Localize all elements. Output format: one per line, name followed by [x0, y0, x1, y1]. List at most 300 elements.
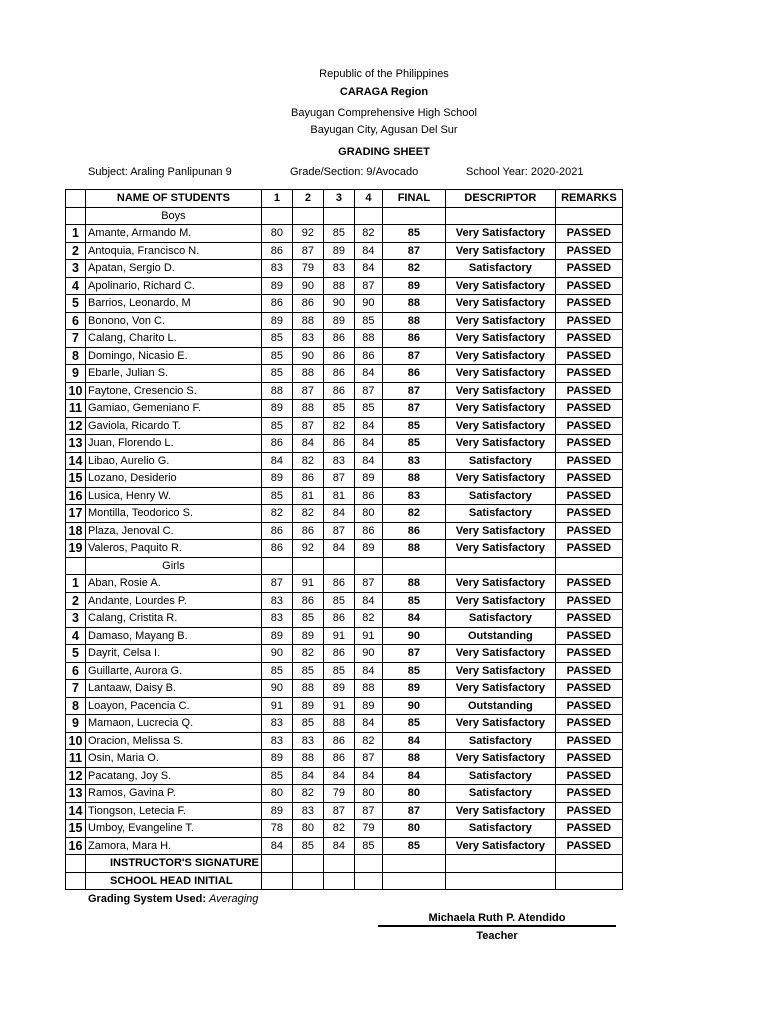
descriptor: Satisfactory — [445, 452, 555, 470]
empty-cell — [292, 855, 323, 873]
descriptor: Very Satisfactory — [445, 277, 555, 295]
grade-q4: 84 — [354, 417, 382, 435]
grade-q1: 85 — [261, 347, 292, 365]
remarks: PASSED — [555, 837, 622, 855]
table-row — [66, 470, 623, 488]
descriptor: Very Satisfactory — [445, 435, 555, 453]
grade-q1: 85 — [261, 417, 292, 435]
group-label: Boys — [86, 207, 262, 225]
final-grade: 85 — [382, 435, 445, 453]
empty-cell — [323, 872, 354, 890]
grade-q3: 82 — [323, 417, 354, 435]
grade-q3: 86 — [323, 347, 354, 365]
empty-cell — [292, 207, 323, 225]
student-name: Valeros, Paquito R. — [86, 540, 262, 558]
descriptor: Very Satisfactory — [445, 715, 555, 733]
subject-label: Subject: Araling Panlipunan 9 — [88, 166, 232, 178]
grade-q2: 92 — [292, 225, 323, 243]
student-number: 6 — [66, 662, 86, 680]
remarks: PASSED — [555, 767, 622, 785]
group-label: Girls — [86, 557, 262, 575]
remarks: PASSED — [555, 435, 622, 453]
final-grade: 85 — [382, 715, 445, 733]
table-row — [66, 295, 623, 313]
student-number: 19 — [66, 540, 86, 558]
final-grade: 84 — [382, 732, 445, 750]
empty-cell — [261, 855, 292, 873]
grade-q2: 86 — [292, 470, 323, 488]
final-grade: 89 — [382, 277, 445, 295]
grade-q1: 87 — [261, 575, 292, 593]
student-name: Calang, Cristita R. — [86, 610, 262, 628]
grade-q3: 88 — [323, 277, 354, 295]
final-grade: 88 — [382, 575, 445, 593]
grade-q4: 84 — [354, 365, 382, 383]
grade-q3: 85 — [323, 592, 354, 610]
descriptor: Very Satisfactory — [445, 662, 555, 680]
empty-cell — [261, 557, 292, 575]
descriptor: Very Satisfactory — [445, 645, 555, 663]
grade-q2: 84 — [292, 767, 323, 785]
descriptor: Very Satisfactory — [445, 575, 555, 593]
remarks: PASSED — [555, 347, 622, 365]
grade-q1: 80 — [261, 225, 292, 243]
empty-cell — [445, 207, 555, 225]
grade-q4: 85 — [354, 312, 382, 330]
grade-q3: 89 — [323, 242, 354, 260]
remarks: PASSED — [555, 645, 622, 663]
final-grade: 84 — [382, 767, 445, 785]
grade-q2: 86 — [292, 522, 323, 540]
footer-label: INSTRUCTOR'S SIGNATURE — [86, 855, 262, 873]
grade-q3: 83 — [323, 452, 354, 470]
student-name: Apolinario, Richard C. — [86, 277, 262, 295]
student-name: Amante, Armando M. — [86, 225, 262, 243]
final-grade: 86 — [382, 330, 445, 348]
remarks: PASSED — [555, 627, 622, 645]
grade-q3: 87 — [323, 522, 354, 540]
empty-cell — [292, 557, 323, 575]
table-row — [66, 837, 623, 855]
table-row — [66, 610, 623, 628]
table-row — [66, 435, 623, 453]
descriptor: Satisfactory — [445, 505, 555, 523]
descriptor: Satisfactory — [445, 260, 555, 278]
header-q4: 4 — [354, 190, 382, 208]
grade-q3: 81 — [323, 487, 354, 505]
table-row — [66, 312, 623, 330]
header-final: FINAL — [382, 190, 445, 208]
student-name: Montilla, Teodorico S. — [86, 505, 262, 523]
grade-q2: 83 — [292, 732, 323, 750]
grade-q4: 89 — [354, 697, 382, 715]
grade-q1: 86 — [261, 295, 292, 313]
student-number: 8 — [66, 697, 86, 715]
student-name: Mamaon, Lucrecia Q. — [86, 715, 262, 733]
remarks: PASSED — [555, 592, 622, 610]
empty-cell — [354, 855, 382, 873]
empty-cell — [382, 207, 445, 225]
student-number: 13 — [66, 785, 86, 803]
student-name: Bonono, Von C. — [86, 312, 262, 330]
descriptor: Very Satisfactory — [445, 837, 555, 855]
student-name: Domingo, Nicasio E. — [86, 347, 262, 365]
empty-cell — [555, 207, 622, 225]
student-name: Oracion, Melissa S. — [86, 732, 262, 750]
empty-cell — [323, 855, 354, 873]
descriptor: Very Satisfactory — [445, 680, 555, 698]
table-row — [66, 627, 623, 645]
remarks: PASSED — [555, 277, 622, 295]
grade-q3: 87 — [323, 802, 354, 820]
student-number: 3 — [66, 260, 86, 278]
group-number-cell — [66, 557, 86, 575]
table-row — [66, 767, 623, 785]
final-grade: 85 — [382, 225, 445, 243]
grade-q2: 82 — [292, 505, 323, 523]
grade-q4: 80 — [354, 505, 382, 523]
table-row — [66, 382, 623, 400]
final-grade: 85 — [382, 662, 445, 680]
descriptor: Very Satisfactory — [445, 295, 555, 313]
student-name: Faytone, Cresencio S. — [86, 382, 262, 400]
student-number: 10 — [66, 732, 86, 750]
student-name: Dayrit, Celsa I. — [86, 645, 262, 663]
grade-q1: 85 — [261, 330, 292, 348]
student-name: Lozano, Desiderio — [86, 470, 262, 488]
grade-q4: 87 — [354, 750, 382, 768]
grade-q1: 91 — [261, 697, 292, 715]
grade-q4: 84 — [354, 767, 382, 785]
final-grade: 90 — [382, 627, 445, 645]
grade-q2: 79 — [292, 260, 323, 278]
grade-q2: 86 — [292, 295, 323, 313]
grading-system — [88, 893, 258, 905]
grade-q2: 88 — [292, 680, 323, 698]
grade-q3: 86 — [323, 382, 354, 400]
table-row — [66, 400, 623, 418]
student-number: 13 — [66, 435, 86, 453]
table-row — [66, 487, 623, 505]
student-name: Umboy, Evangeline T. — [86, 820, 262, 838]
grade-q3: 86 — [323, 435, 354, 453]
descriptor: Satisfactory — [445, 820, 555, 838]
grade-q1: 85 — [261, 365, 292, 383]
grade-q4: 85 — [354, 400, 382, 418]
grade-q1: 83 — [261, 732, 292, 750]
student-name: Guillarte, Aurora G. — [86, 662, 262, 680]
grade-q2: 82 — [292, 452, 323, 470]
descriptor: Outstanding — [445, 697, 555, 715]
final-grade: 87 — [382, 382, 445, 400]
grade-q4: 88 — [354, 330, 382, 348]
table-row — [66, 347, 623, 365]
student-number: 11 — [66, 750, 86, 768]
student-name: Barrios, Leonardo, M — [86, 295, 262, 313]
grade-q1: 83 — [261, 715, 292, 733]
grade-q2: 84 — [292, 435, 323, 453]
footer-number-cell — [66, 872, 86, 890]
student-name: Aban, Rosie A. — [86, 575, 262, 593]
remarks: PASSED — [555, 400, 622, 418]
header-q3: 3 — [323, 190, 354, 208]
descriptor: Very Satisfactory — [445, 522, 555, 540]
grade-q1: 86 — [261, 435, 292, 453]
student-number: 9 — [66, 365, 86, 383]
empty-cell — [323, 207, 354, 225]
student-number: 4 — [66, 277, 86, 295]
grade-q1: 86 — [261, 522, 292, 540]
student-name: Osin, Maria O. — [86, 750, 262, 768]
grade-q4: 84 — [354, 715, 382, 733]
grade-q3: 84 — [323, 767, 354, 785]
student-name: Gaviola, Ricardo T. — [86, 417, 262, 435]
grade-q2: 82 — [292, 645, 323, 663]
student-name: Lantaaw, Daisy B. — [86, 680, 262, 698]
final-grade: 86 — [382, 365, 445, 383]
descriptor: Satisfactory — [445, 487, 555, 505]
student-number: 4 — [66, 627, 86, 645]
grade-q3: 86 — [323, 750, 354, 768]
descriptor: Very Satisfactory — [445, 225, 555, 243]
student-name: Lusica, Henry W. — [86, 487, 262, 505]
grade-q1: 90 — [261, 680, 292, 698]
remarks: PASSED — [555, 680, 622, 698]
signature-row — [66, 872, 623, 890]
final-grade: 87 — [382, 645, 445, 663]
grade-q3: 86 — [323, 575, 354, 593]
student-number: 2 — [66, 592, 86, 610]
grading-table — [65, 189, 623, 890]
grade-q2: 86 — [292, 592, 323, 610]
student-number: 16 — [66, 487, 86, 505]
grade-q4: 89 — [354, 540, 382, 558]
remarks: PASSED — [555, 802, 622, 820]
grade-q4: 85 — [354, 837, 382, 855]
student-name: Calang, Charito L. — [86, 330, 262, 348]
student-name: Antoquia, Francisco N. — [86, 242, 262, 260]
grade-q2: 91 — [292, 575, 323, 593]
table-row — [66, 452, 623, 470]
student-number: 14 — [66, 802, 86, 820]
grade-q4: 80 — [354, 785, 382, 803]
final-grade: 83 — [382, 487, 445, 505]
empty-cell — [555, 557, 622, 575]
empty-cell — [323, 557, 354, 575]
student-name: Plaza, Jenoval C. — [86, 522, 262, 540]
grade-q4: 86 — [354, 522, 382, 540]
grade-q1: 83 — [261, 592, 292, 610]
grade-q2: 85 — [292, 662, 323, 680]
descriptor: Very Satisfactory — [445, 347, 555, 365]
final-grade: 82 — [382, 505, 445, 523]
final-grade: 84 — [382, 610, 445, 628]
grade-q4: 82 — [354, 610, 382, 628]
grade-q3: 91 — [323, 697, 354, 715]
grade-q2: 85 — [292, 837, 323, 855]
student-number: 16 — [66, 837, 86, 855]
descriptor: Very Satisfactory — [445, 540, 555, 558]
table-row — [66, 802, 623, 820]
grade-q3: 86 — [323, 610, 354, 628]
remarks: PASSED — [555, 522, 622, 540]
table-row — [66, 522, 623, 540]
table-row — [66, 225, 623, 243]
descriptor: Very Satisfactory — [445, 802, 555, 820]
descriptor: Very Satisfactory — [445, 382, 555, 400]
table-header-row — [66, 190, 623, 208]
grade-q2: 89 — [292, 627, 323, 645]
grade-q3: 86 — [323, 330, 354, 348]
remarks: PASSED — [555, 260, 622, 278]
student-number: 12 — [66, 767, 86, 785]
grading-system-value: Averaging — [209, 893, 259, 905]
remarks: PASSED — [555, 575, 622, 593]
region-heading: CARAGA Region — [339, 86, 429, 98]
grade-q4: 86 — [354, 487, 382, 505]
grade-q4: 90 — [354, 295, 382, 313]
descriptor: Satisfactory — [445, 610, 555, 628]
signature-row — [66, 855, 623, 873]
table-row — [66, 732, 623, 750]
grade-q1: 84 — [261, 837, 292, 855]
grade-q3: 87 — [323, 470, 354, 488]
remarks: PASSED — [555, 312, 622, 330]
final-grade: 80 — [382, 785, 445, 803]
student-number: 10 — [66, 382, 86, 400]
grade-q4: 84 — [354, 592, 382, 610]
student-number: 3 — [66, 610, 86, 628]
descriptor: Outstanding — [445, 627, 555, 645]
grade-q2: 87 — [292, 417, 323, 435]
grade-q1: 89 — [261, 277, 292, 295]
teacher-name: Michaela Ruth P. Atendido — [428, 912, 566, 924]
student-name: Apatan, Sergio D. — [86, 260, 262, 278]
remarks: PASSED — [555, 452, 622, 470]
grade-q1: 80 — [261, 785, 292, 803]
student-name: Tiongson, Letecia F. — [86, 802, 262, 820]
remarks: PASSED — [555, 785, 622, 803]
student-number: 18 — [66, 522, 86, 540]
grade-q1: 85 — [261, 767, 292, 785]
table-row — [66, 697, 623, 715]
student-number: 9 — [66, 715, 86, 733]
grade-q1: 85 — [261, 662, 292, 680]
grade-q1: 89 — [261, 312, 292, 330]
grade-q2: 90 — [292, 347, 323, 365]
table-row — [66, 277, 623, 295]
table-row — [66, 260, 623, 278]
descriptor: Very Satisfactory — [445, 592, 555, 610]
school-year-label: School Year: 2020-2021 — [466, 166, 584, 178]
student-name: Ramos, Gavina P. — [86, 785, 262, 803]
group-row — [66, 207, 623, 225]
header-q2: 2 — [292, 190, 323, 208]
table-row — [66, 785, 623, 803]
descriptor: Very Satisfactory — [445, 417, 555, 435]
grade-q4: 84 — [354, 452, 382, 470]
final-grade: 85 — [382, 837, 445, 855]
empty-cell — [445, 872, 555, 890]
table-row — [66, 750, 623, 768]
grade-q3: 86 — [323, 732, 354, 750]
grade-q3: 83 — [323, 260, 354, 278]
grade-q1: 89 — [261, 400, 292, 418]
grade-q1: 86 — [261, 540, 292, 558]
group-row — [66, 557, 623, 575]
header-name: NAME OF STUDENTS — [86, 190, 262, 208]
remarks: PASSED — [555, 750, 622, 768]
empty-cell — [382, 557, 445, 575]
group-number-cell — [66, 207, 86, 225]
remarks: PASSED — [555, 365, 622, 383]
grade-q3: 82 — [323, 820, 354, 838]
descriptor: Very Satisfactory — [445, 365, 555, 383]
student-number: 5 — [66, 645, 86, 663]
empty-cell — [445, 855, 555, 873]
grade-q4: 82 — [354, 732, 382, 750]
grading-system-label: Grading System Used: — [88, 893, 210, 905]
student-number: 7 — [66, 680, 86, 698]
descriptor: Very Satisfactory — [445, 330, 555, 348]
grade-q3: 85 — [323, 662, 354, 680]
grade-q2: 92 — [292, 540, 323, 558]
grade-q2: 88 — [292, 750, 323, 768]
grade-q2: 88 — [292, 400, 323, 418]
header-q1: 1 — [261, 190, 292, 208]
final-grade: 82 — [382, 260, 445, 278]
grade-q4: 79 — [354, 820, 382, 838]
remarks: PASSED — [555, 487, 622, 505]
grade-q3: 79 — [323, 785, 354, 803]
grade-q2: 87 — [292, 382, 323, 400]
student-name: Pacatang, Joy S. — [86, 767, 262, 785]
table-row — [66, 680, 623, 698]
final-grade: 87 — [382, 347, 445, 365]
remarks: PASSED — [555, 295, 622, 313]
descriptor: Very Satisfactory — [445, 400, 555, 418]
remarks: PASSED — [555, 662, 622, 680]
table-row — [66, 330, 623, 348]
school-address: Bayugan City, Agusan Del Sur — [310, 124, 458, 136]
grade-q2: 87 — [292, 242, 323, 260]
descriptor: Satisfactory — [445, 732, 555, 750]
student-number: 15 — [66, 820, 86, 838]
grade-q3: 84 — [323, 540, 354, 558]
section-label: Grade/Section: 9/Avocado — [290, 166, 419, 178]
final-grade: 88 — [382, 470, 445, 488]
remarks: PASSED — [555, 540, 622, 558]
grade-q3: 84 — [323, 837, 354, 855]
remarks: PASSED — [555, 417, 622, 435]
grade-q1: 83 — [261, 610, 292, 628]
grade-q4: 87 — [354, 277, 382, 295]
grade-q1: 82 — [261, 505, 292, 523]
table-row — [66, 592, 623, 610]
student-name: Loayon, Pacencia C. — [86, 697, 262, 715]
table-row — [66, 540, 623, 558]
grade-q1: 86 — [261, 242, 292, 260]
table-row — [66, 242, 623, 260]
final-grade: 85 — [382, 592, 445, 610]
descriptor: Very Satisfactory — [445, 312, 555, 330]
student-name: Zamora, Mara H. — [86, 837, 262, 855]
grade-q2: 83 — [292, 802, 323, 820]
footer-number-cell — [66, 855, 86, 873]
empty-cell — [445, 557, 555, 575]
remarks: PASSED — [555, 610, 622, 628]
final-grade: 87 — [382, 242, 445, 260]
